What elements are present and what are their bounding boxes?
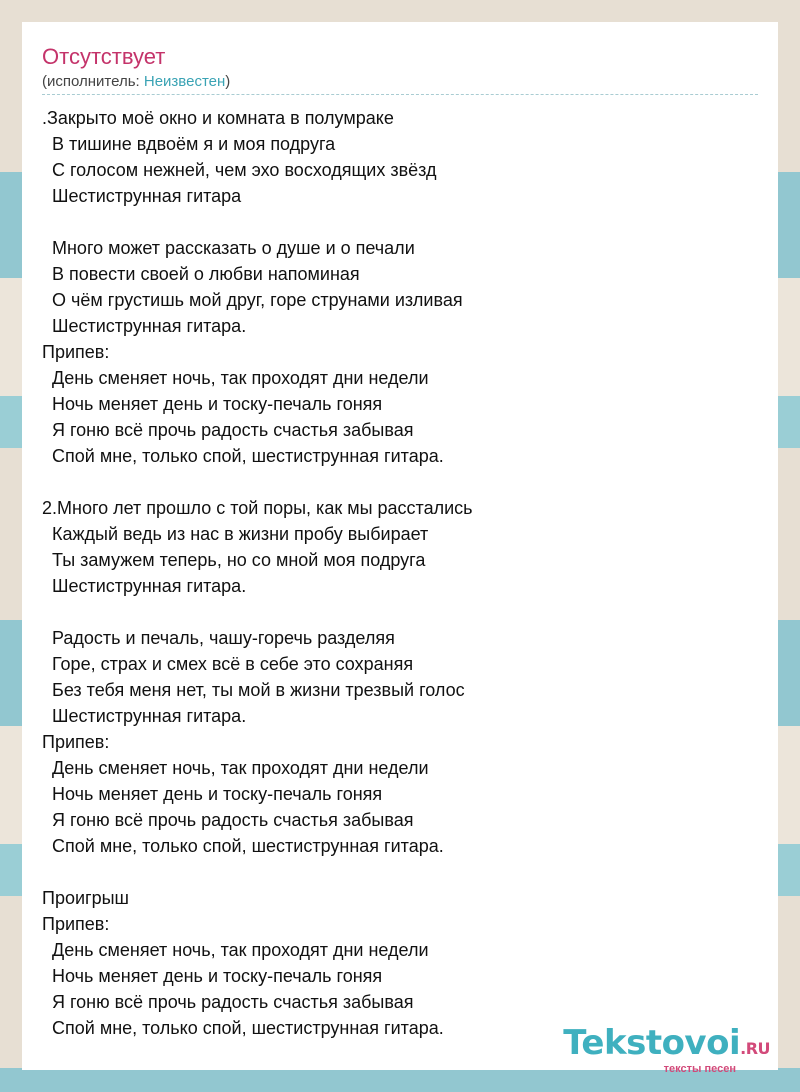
- lyric-line: Спой мне, только спой, шестиструнная гитара.: [42, 836, 444, 856]
- lyric-line: Ты замужем теперь, но со мной моя подруга: [42, 550, 426, 570]
- lyric-line: [42, 469, 758, 495]
- lyric-line: Припев:: [42, 342, 110, 362]
- lyric-line: Ночь меняет день и тоску-печаль гоняя: [42, 966, 383, 986]
- header-divider: [42, 94, 758, 95]
- lyric-line: В повести своей о любви напоминая: [42, 264, 360, 284]
- lyric-line: День сменяет ночь, так проходят дни недели: [42, 758, 429, 778]
- lyric-line: Ночь меняет день и тоску-печаль гоняя: [42, 394, 383, 414]
- song-title: Отсутствует: [42, 44, 166, 69]
- lyric-line: В тишине вдвоём я и моя подруга: [42, 134, 336, 154]
- lyric-line: .Закрыто моё окно и комната в полумраке: [42, 108, 394, 128]
- lyric-line: День сменяет ночь, так проходят дни недели: [42, 940, 429, 960]
- lyric-line: [42, 859, 758, 885]
- lyric-line: Припев:: [42, 732, 110, 752]
- artist-line: [42, 73, 230, 90]
- lyric-line: О чём грустишь мой друг, горе струнами изливая: [42, 290, 463, 310]
- lyric-line: Спой мне, только спой, шестиструнная гитара.: [42, 1018, 444, 1038]
- lyric-line: Проигрыш: [42, 888, 129, 908]
- artist-suffix: ): [225, 73, 231, 90]
- artist-link[interactable]: Неизвестен: [143, 73, 226, 90]
- lyric-line: Шестиструнная гитара.: [42, 576, 247, 596]
- logo-tld: .RU: [740, 1039, 770, 1058]
- lyric-line: Радость и печаль, чашу-горечь разделяя: [42, 628, 395, 648]
- lyric-line: [42, 599, 758, 625]
- lyric-line: Я гоню всё прочь радость счастья забывая: [42, 810, 414, 830]
- lyric-line: Припев:: [42, 914, 110, 934]
- lyric-line: Много может рассказать о душе и о печали: [42, 238, 415, 258]
- lyric-line: Я гоню всё прочь радость счастья забывая: [42, 420, 414, 440]
- lyric-line: Шестиструнная гитара.: [42, 316, 247, 336]
- lyric-line: Ночь меняет день и тоску-печаль гоняя: [42, 784, 383, 804]
- logo-tagline: тексты песен: [663, 1063, 736, 1075]
- lyrics-text: [42, 105, 758, 1041]
- artist-prefix: (исполнитель:: [42, 73, 144, 90]
- lyric-line: День сменяет ночь, так проходят дни недели: [42, 368, 429, 388]
- lyric-line: Шестиструнная гитара: [42, 186, 242, 206]
- lyric-line: Я гоню всё прочь радость счастья забывая: [42, 992, 414, 1012]
- lyric-line: [42, 209, 758, 235]
- lyric-line: Шестиструнная гитара.: [42, 706, 247, 726]
- lyric-line: 2.Много лет прошло с той поры, как мы расстались: [42, 498, 473, 518]
- logo-wordmark: [563, 1025, 770, 1067]
- lyric-line: Спой мне, только спой, шестиструнная гитара.: [42, 446, 444, 466]
- logo-name: Tekstovoi: [563, 1023, 741, 1063]
- lyric-line: Без тебя меня нет, ты мой в жизни трезвый голос: [42, 680, 465, 700]
- lyric-line: С голосом нежней, чем эхо восходящих звёзд: [42, 160, 437, 180]
- lyric-line: Горе, страх и смех всё в себе это сохраняя: [42, 654, 414, 674]
- lyric-line: Каждый ведь из нас в жизни пробу выбирает: [42, 524, 429, 544]
- site-logo[interactable]: [563, 1025, 770, 1075]
